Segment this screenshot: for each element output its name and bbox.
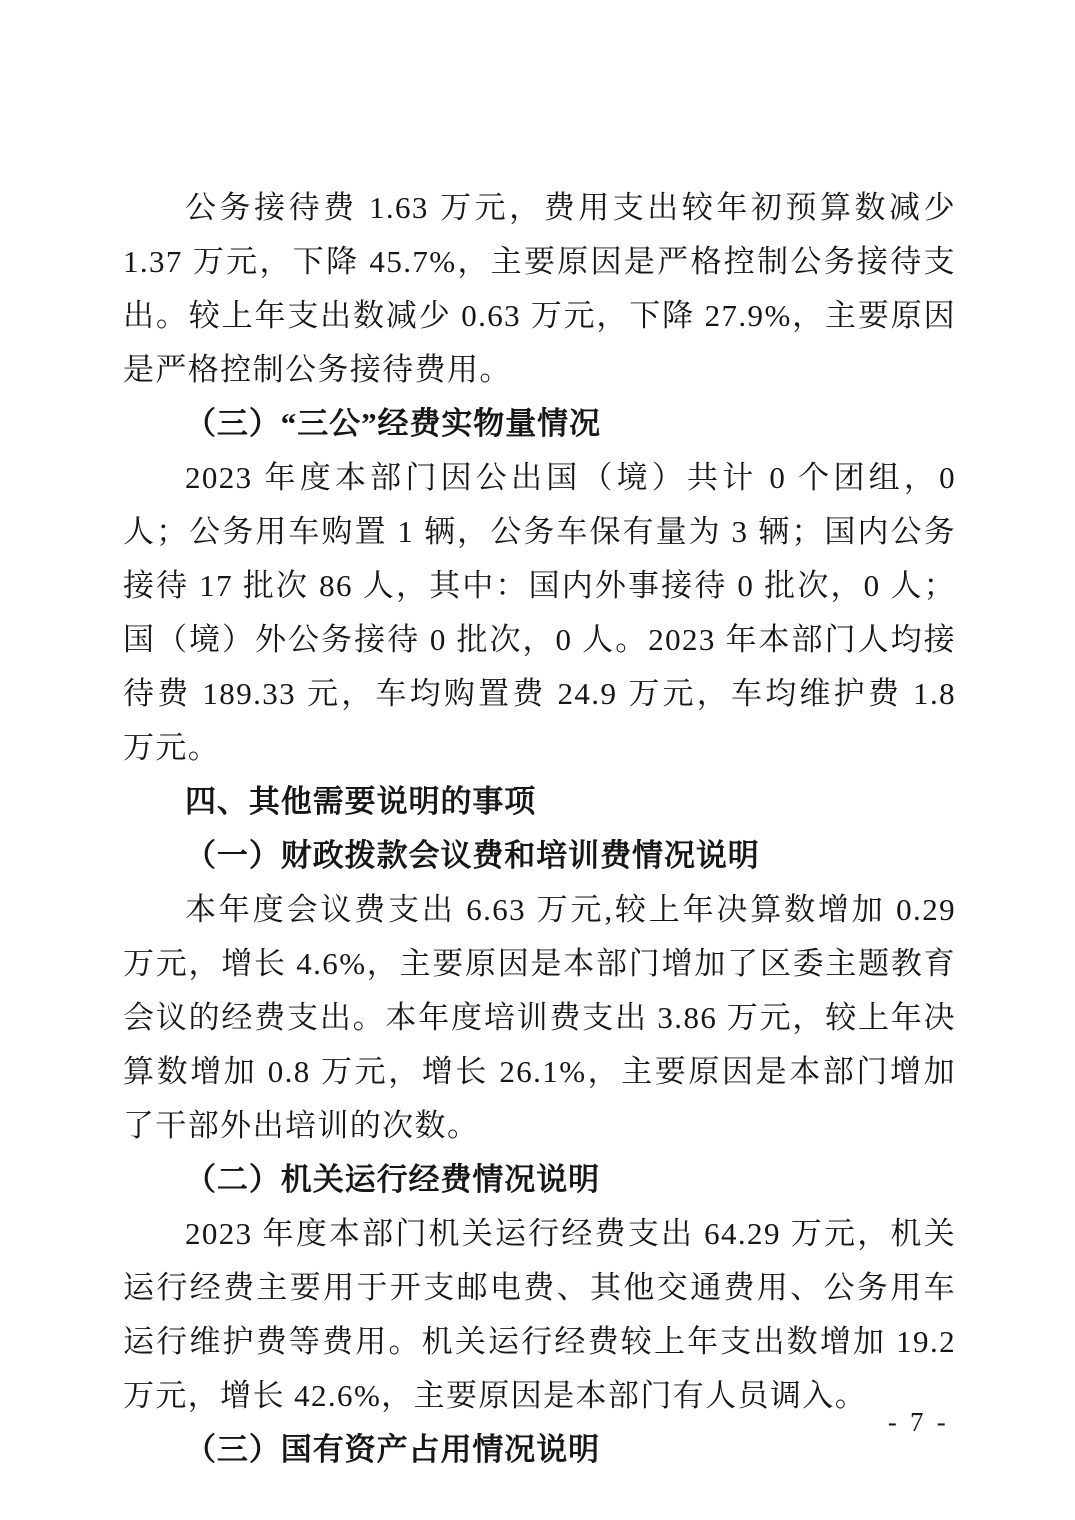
heading-section-four-other-matters: 四、其他需要说明的事项 xyxy=(185,784,537,819)
paragraph-meeting-training-fee-details: 本年度会议费支出 6.63 万元,较上年决算数增加 0.29 万元，增长 4.6%，主要原因是本部门增加了区委主题教育会议的经费支出。本年度培训费支出 3.86 万元，较上年决算数增加 0.8 万元，增长 26.1%，主要原因是本部门增加了干部外出培训的次数。 xyxy=(123,892,956,1143)
paragraph-official-reception-expense: 公务接待费 1.63 万元，费用支出较年初预算数减少 1.37 万元，下降 45.7%，主要原因是严格控制公务接待支出。较上年支出数减少 0.63 万元，下降 27.9%，主要原因是严格控制公务接待费用。 xyxy=(123,190,956,387)
heading-agency-operating-expenses: （二）机关运行经费情况说明 xyxy=(185,1162,601,1197)
heading-three-public-expenses-physical-quantity: （三）“三公”经费实物量情况 xyxy=(185,406,602,441)
heading-state-owned-assets-occupation: （三）国有资产占用情况说明 xyxy=(185,1432,601,1467)
document-content xyxy=(123,181,956,1477)
paragraph-agency-operating-expense-details: 2023 年度本部门机关运行经费支出 64.29 万元，机关运行经费主要用于开支邮电费、其他交通费用、公务用车运行维护费等费用。机关运行经费较上年支出数增加 19.2 万元，增长 42.6%，主要原因是本部门有人员调入。 xyxy=(123,1216,956,1413)
heading-meeting-and-training-fees: （一）财政拨款会议费和培训费情况说明 xyxy=(185,838,760,873)
paragraph-physical-quantity-details: 2023 年度本部门因公出国（境）共计 0 个团组，0 人；公务用车购置 1 辆，公务车保有量为 3 辆；国内公务接待 17 批次 86 人，其中：国内外事接待 0 批次，0 人；国（境）外公务接待 0 批次，0 人。2023 年本部门人均接待费 189.33 元，车均购置费 24.9 万元，车均维护费 1.8 万元。 xyxy=(123,460,956,765)
page-number: - 7 - xyxy=(887,1407,949,1437)
